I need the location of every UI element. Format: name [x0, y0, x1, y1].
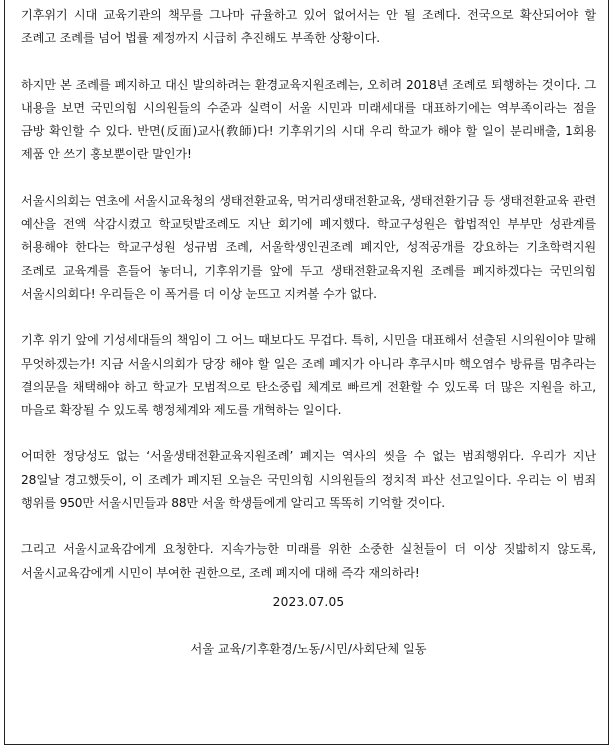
- statement-document: [4, 0, 609, 745]
- signature-line: 서울 교육/기후환경/노동/시민/사회단체 일동: [190, 641, 427, 656]
- statement-date: 2023.07.05: [272, 594, 345, 609]
- paragraph-gap: [21, 306, 596, 329]
- paragraph-gap: [21, 422, 596, 445]
- paragraph-4: 기후 위기 앞에 기성세대들의 책임이 그 어느 때보다도 무겁다. 특히, 시민을 대표해서 선출된 시의원이야 말해 무엇하겠는가! 지금 서울시의회가 당장 해야 할 일은 조례 폐지가 아니라 후쿠시마 핵오염수 방류를 멈추라는 결의문을 채택해야 하고 학교가 모범적으로 탄소중립 체계로 빠르게 전환할 수 있도록 더 많은 지원을 하고, 마을로 확장될 수 있도록 행정체계와 제도를 개혁하는 일이다.: [21, 333, 596, 418]
- paragraph-5: 어떠한 정당성도 없는 ‘서울생태전환교육지원조례’ 폐지는 역사의 씻을 수 없는 범죄행위다. 우리가 지난 28일날 경고했듯이, 이 조례가 폐지된 오늘은 국민의힘 시의원들의 정치적 파산 선고일이다. 우리는 이 범죄 행위를 950만 서울시민들과 88만 서울 학생들에게 알리고 똑똑히 기억할 것이다.: [21, 449, 596, 511]
- paragraph-gap: [21, 51, 596, 74]
- paragraph-3: 서울시의회는 연초에 서울시교육청의 생태전환교육, 먹거리생태전환교육, 생태전환기금 등 생태전환교육 관련 예산을 전액 삭감시켰고 학교텃밭조례도 지난 회기에 폐지했다. 학교구성원은 합법적인 부부만 성관계를 허용해야 한다는 학교구성원 성규범 조례, 서울학생인권조례 폐지안, 성적공개를 강요하는 기초학력지원 조례로 교육계를 흔들어 놓더니, 기후위기를 앞에 두고 생태전환교육지원 조례를 폐지하겠다는 국민의힘 서울시의회다! 우리들은 이 폭거를 더 이상 눈뜨고 지켜볼 수가 없다.: [21, 193, 596, 301]
- paragraph-gap: [21, 515, 596, 538]
- paragraph-6: 그리고 서울시교육감에게 요청한다. 지속가능한 미래를 위한 소중한 실천들이 더 이상 짓밟히지 않도록, 서울시교육감에게 시민이 부여한 권한으로, 조례 폐지에 대해 즉각 재의하라!: [21, 542, 596, 580]
- paragraph-1: 기후위기 시대 교육기관의 책무를 그나마 규율하고 있어 없어서는 안 될 조례다. 전국으로 확산되어야 할 조례고 조례를 넘어 법률 제정까지 시급히 추진해도 부족한 상황이다.: [21, 8, 596, 46]
- paragraph-2: 하지만 본 조례를 폐지하고 대신 발의하려는 환경교육지원조례는, 오히려 2018년 조례로 퇴행하는 것이다. 그 내용을 보면 국민의힘 시의원들의 수준과 실력이 서울 시민과 미래세대를 대표하기에는 역부족이라는 점을 금방 확인할 수 있다. 반면(反面)교사(敎師)다! 기후위기의 시대 우리 학교가 해야 할 일이 분리배출, 1회용 제품 안 쓰기 홍보뿐이란 말인가!: [21, 77, 596, 162]
- paragraph-gap: [21, 167, 596, 190]
